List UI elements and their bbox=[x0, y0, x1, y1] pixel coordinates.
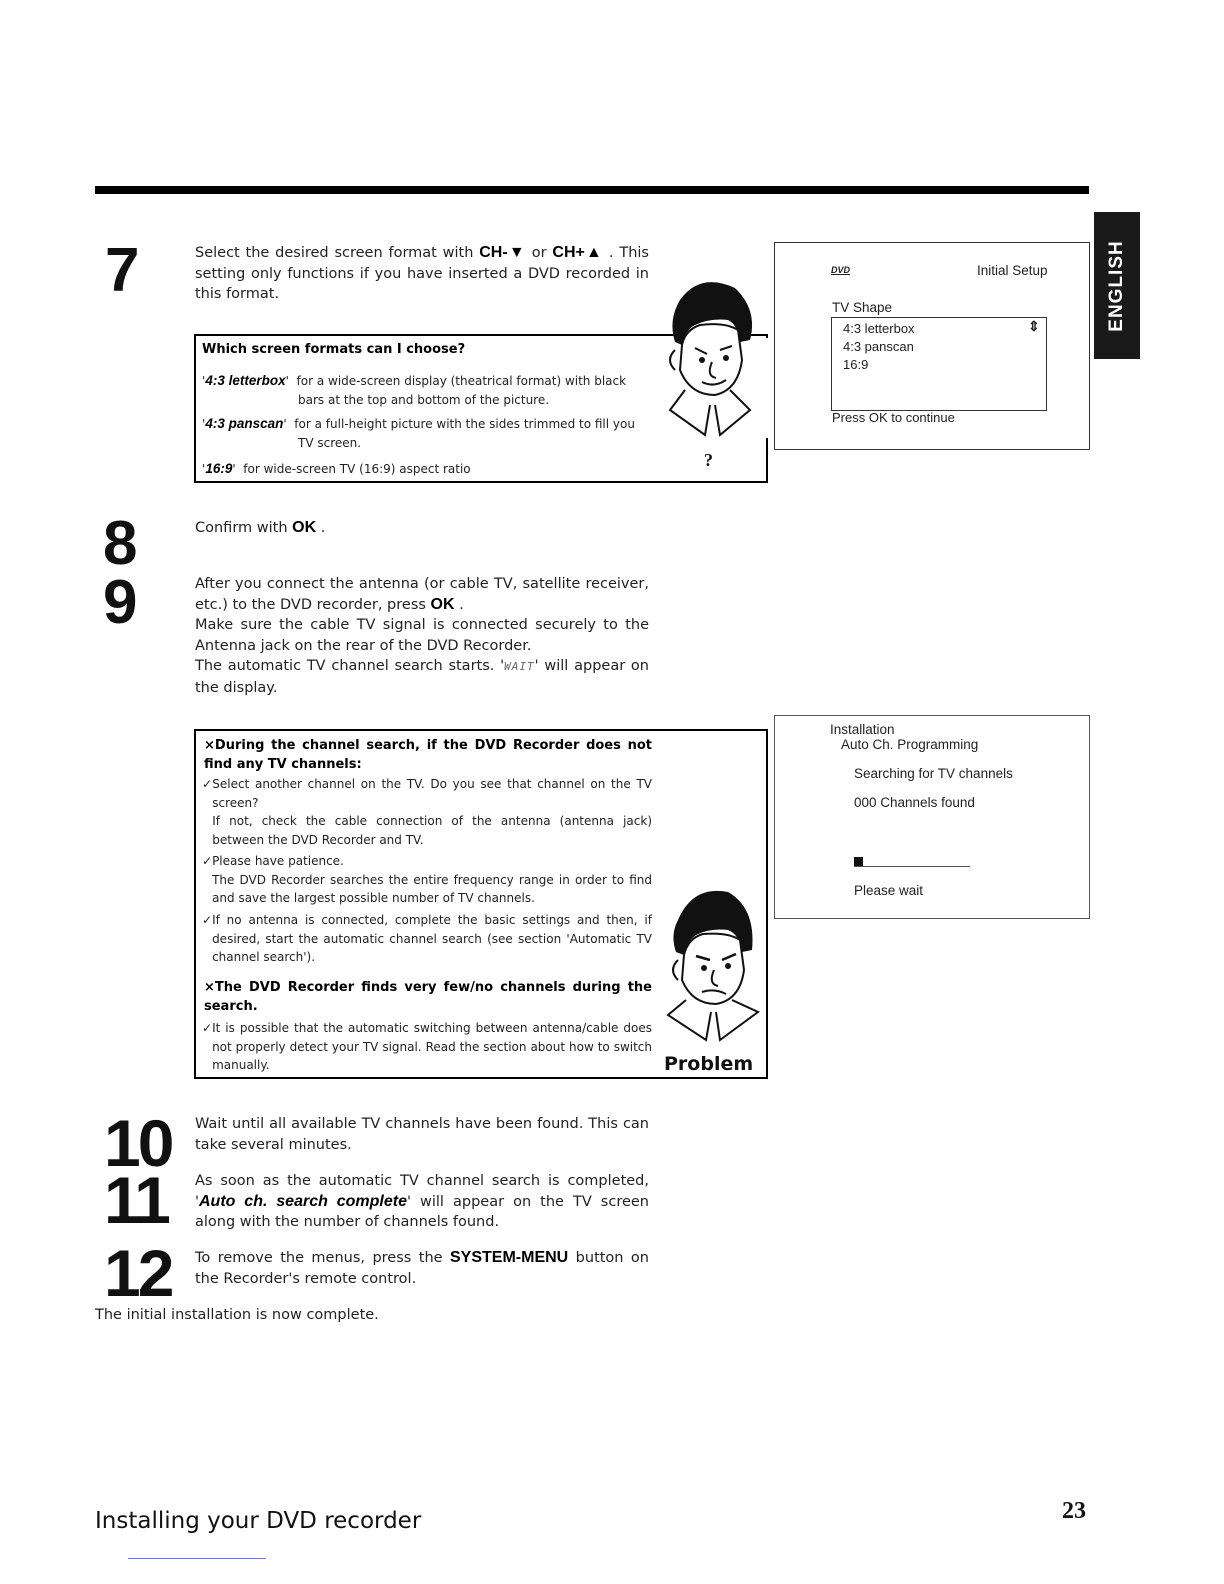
dvd-logo-icon: DVD bbox=[831, 265, 851, 275]
formats-heading: Which screen formats can I choose? bbox=[202, 342, 466, 357]
step10-text: Wait until all available TV channels have been found. This can take several minutes. bbox=[195, 1116, 649, 1153]
cartoon-man-icon bbox=[640, 270, 770, 440]
channels-found-label: 000 Channels found bbox=[854, 795, 975, 810]
option-panscan[interactable]: 4:3 panscan bbox=[843, 339, 914, 354]
problem-a1: ✓ Select another channel on the TV. Do you see that channel on the TV screen? If not, check the cable connection of the antenna (antenna jack) between the DVD Recorder and TV. bbox=[202, 777, 652, 847]
installation-label: Installation bbox=[830, 722, 895, 737]
step-number-12: 12 bbox=[104, 1236, 172, 1310]
top-rule bbox=[95, 186, 1089, 194]
problem-a2: ✓ Please have patience. The DVD Recorder searches the entire frequency range in order to find and save the largest possible number of TV channels. bbox=[202, 854, 652, 905]
option-169[interactable]: 16:9 bbox=[843, 357, 869, 372]
step-number-10: 10 bbox=[104, 1106, 172, 1180]
closing-text: The initial installation is now complete. bbox=[95, 1307, 379, 1323]
tv-shape-label: TV Shape bbox=[832, 300, 893, 315]
searching-label: Searching for TV channels bbox=[854, 766, 1013, 781]
problem-a4: ✓ It is possible that the automatic switching between antenna/cable does not properly detect your TV signal. Read the section about how to switch manually. bbox=[202, 1021, 652, 1072]
page-number: 23 bbox=[1062, 1498, 1086, 1524]
please-wait-label: Please wait bbox=[854, 883, 924, 898]
format-item-169: '16:9' for wide-screen TV (16:9) aspect ratio bbox=[202, 461, 471, 476]
step8-text: Confirm with OK . bbox=[195, 519, 326, 536]
question-mark: ? bbox=[704, 450, 713, 470]
footer-line bbox=[128, 1558, 266, 1559]
problem-a3: ✓ If no antenna is connected, complete the basic settings and then, if desired, start the automatic channel search (see section 'Automatic TV channel search'). bbox=[202, 913, 652, 964]
step-number-11: 11 bbox=[104, 1163, 168, 1237]
initial-setup-screen bbox=[774, 242, 1090, 450]
problem-q2: ×The DVD Recorder finds very few/no channels during the search. bbox=[204, 980, 652, 1014]
step-number-7: 7 bbox=[105, 236, 140, 305]
cartoon-man-worried-icon bbox=[648, 880, 768, 1050]
step-number-9: 9 bbox=[103, 568, 138, 637]
auto-programming-screen bbox=[774, 715, 1090, 919]
screen-title: Initial Setup bbox=[977, 263, 1048, 278]
step11-text: As soon as the automatic TV channel search is completed, 'Auto ch. search complete' will appear on the TV screen along with the number of channels found. bbox=[195, 1173, 649, 1230]
problem-q1: ×During the channel search, if the DVD Recorder does not find any TV channels: bbox=[204, 738, 652, 772]
progress-fill bbox=[854, 857, 863, 866]
step7-text: Select the desired screen format with CH-▼ or CH+▲ . This setting only functions if you have inserted a DVD recorded in this format. bbox=[195, 244, 649, 302]
step12-text: To remove the menus, press the SYSTEM-MENU button on the Recorder's remote control. bbox=[195, 1249, 649, 1287]
step-number-8: 8 bbox=[103, 509, 138, 578]
footer-title: Installing your DVD recorder bbox=[95, 1508, 422, 1534]
scroll-arrows-icon: ⇕ bbox=[1028, 318, 1040, 334]
step9-text: After you connect the antenna (or cable TV, satellite receiver, etc.) to the DVD recorder, press OK . Make sure the cable TV signal is connected securely to the Antenna jack on the rear of the DVD Recorder. The automatic TV channel search starts. 'WAIT' will appear on the display. bbox=[195, 576, 649, 696]
format-item-letterbox: '4:3 letterbox' for a wide-screen display (theatrical format) with black bars at the top and bottom of the picture. bbox=[202, 373, 627, 407]
format-item-panscan: '4:3 panscan' for a full-height picture with the sides trimmed to fill you TV screen. bbox=[202, 416, 635, 450]
option-letterbox[interactable]: 4:3 letterbox bbox=[843, 321, 915, 336]
tv-shape-list bbox=[831, 317, 1047, 411]
language-tab: ENGLISH bbox=[1094, 212, 1140, 359]
screen-footer-hint: Press OK to continue bbox=[832, 410, 955, 425]
progress-bar bbox=[854, 866, 970, 867]
problem-label: Problem bbox=[664, 1053, 754, 1075]
auto-ch-label: Auto Ch. Programming bbox=[841, 737, 979, 752]
